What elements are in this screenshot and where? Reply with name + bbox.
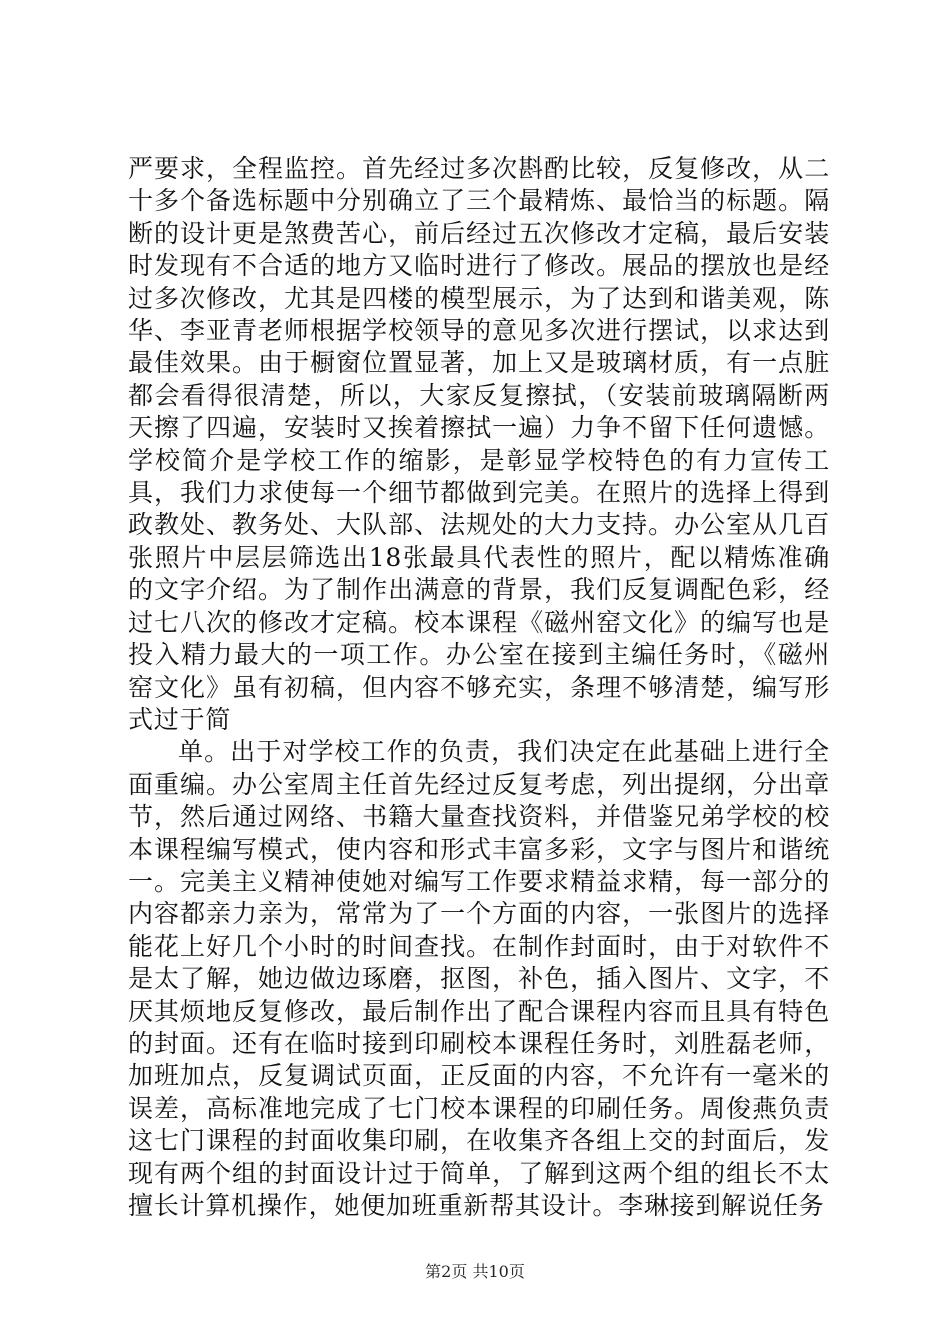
document-body [128, 153, 830, 1222]
page-footer [0, 1262, 950, 1282]
paragraph-1: 严要求，全程监控。首先经过多次斟酌比较，反复修改，从二十多个备选标题中分别确立了三个最精炼、最恰当的标题。隔断的设计更是煞费苦心，前后经过五次修改才定稿，最后安装时发现有不合适的地方又临时进行了修改。展品的摆放也是经过多次修改，尤其是四楼的模型展示，为了达到和谐美观，陈华、李亚青老师根据学校领导的意见多次进行摆试，以求达到最佳效果。由于橱窗位置显著，加上又是玻璃材质，有一点脏都会看得很清楚，所以，大家反复擦拭，（安装前玻璃隔断两天擦了四遍，安装时又挨着擦拭一遍）力争不留下任何遗憾。学校简介是学校工作的缩影，是彰显学校特色的有力宣传工具，我们力求使每一个细节都做到完美。在照片的选择上得到政教处、教务处、大队部、法规处的大力支持。办公室从几百张照片中层层筛选出18张最具代表性的照片，配以精炼准确的文字介绍。为了制作出满意的背景，我们反复调配色彩，经过七八次的修改才定稿。校本课程《磁州窑文化》的编写也是投入精力最大的一项工作。办公室在接到主编任务时，《磁州窑文化》虽有初稿，但内容不够充实，条理不够清楚，编写形式过于简 [128, 154, 830, 734]
page-total: 共10页 [472, 1262, 525, 1281]
paragraph-2: 单。出于对学校工作的负责，我们决定在此基础上进行全面重编。办公室周主任首先经过反复考虑，列出提纲，分出章节，然后通过网络、书籍大量查找资料，并借鉴兄弟学校的校本课程编写模式，使内容和形式丰富多彩，文字与图片和谐统一。完美主义精神使她对编写工作要求精益求精，每一部分的内容都亲力亲为，常常为了一个方面的内容，一张图片的选择能花上好几个小时的时间查找。在制作封面时，由于对软件不是太了解，她边做边琢磨，抠图，补色，插入图片、文字，不厌其烦地反复修改，最后制作出了配合课程内容而且具有特色的封面。还有在临时接到印刷校本课程任务时，刘胜磊老师，加班加点，反复调试页面，正反面的内容，不允许有一毫米的误差，高标准地完成了七门校本课程的印刷任务。周俊燕负责这七门课程的封面收集印刷，在收集齐各组上交的封面后，发现有两个组的封面设计过于简单，了解到这两个组的组长不太擅长计算机操作，她便加班重新帮其设计。李琳接到解说任务 [128, 737, 830, 1220]
page-number: 第2页 [425, 1262, 468, 1281]
